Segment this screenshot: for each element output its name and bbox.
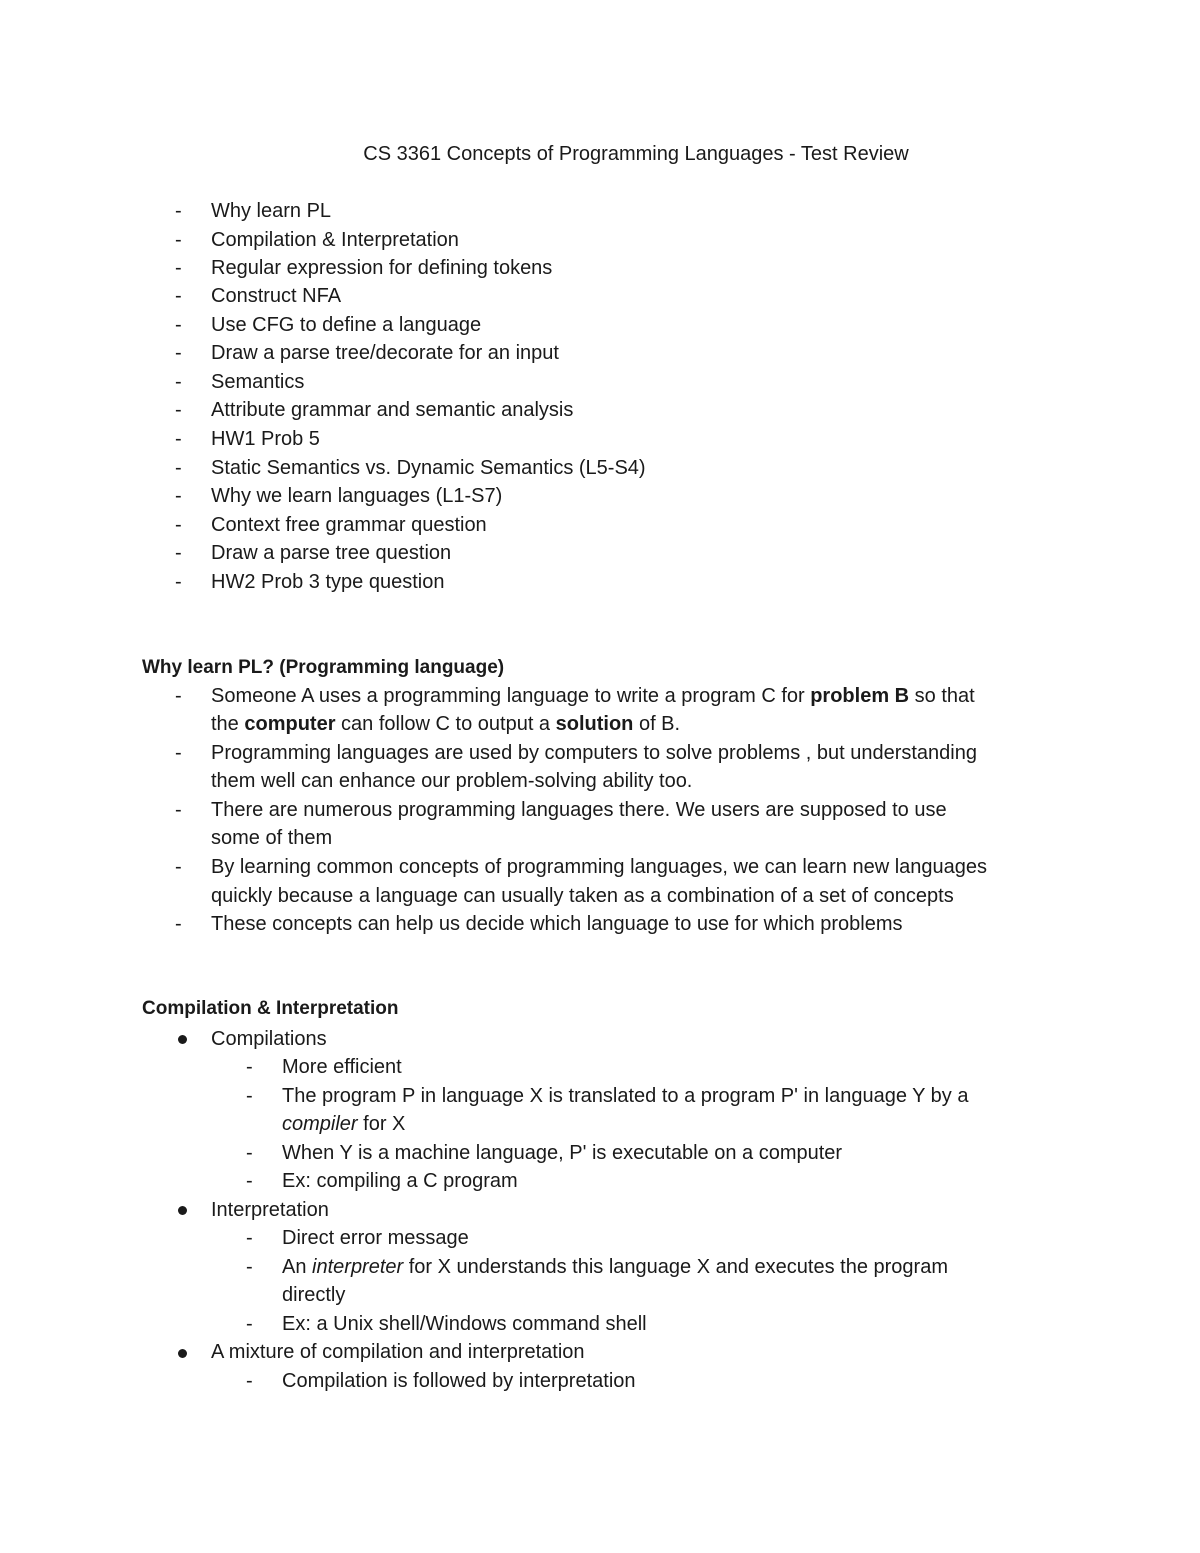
text-run: An	[282, 1256, 313, 1278]
bold-term: computer	[244, 713, 336, 735]
dash-marker: -	[175, 314, 182, 336]
list-item-line: some of them	[211, 827, 333, 849]
bold-term: problem B	[810, 685, 910, 707]
list-item: Draw a parse tree/decorate for an input	[211, 342, 559, 364]
list-item: Regular expression for defining tokens	[211, 257, 553, 279]
list-item: Attribute grammar and semantic analysis	[211, 399, 574, 421]
italic-term: compiler	[282, 1113, 358, 1135]
text-run: Someone A uses a programming language to write a program C for	[211, 685, 811, 707]
dash-marker: -	[175, 342, 182, 364]
list-item: Compilations	[211, 1028, 327, 1050]
dash-marker: -	[175, 571, 182, 593]
list-item: Why learn PL	[211, 200, 332, 222]
list-item: HW1 Prob 5	[211, 428, 320, 450]
dash-marker: -	[175, 856, 182, 878]
list-item-line	[211, 683, 975, 709]
dash-marker: -	[246, 1085, 253, 1107]
sub-list-item: Compilation is followed by interpretation	[282, 1370, 636, 1392]
list-item: Construct NFA	[211, 285, 342, 307]
list-item: Compilation & Interpretation	[211, 229, 459, 251]
sub-list-item: When Y is a machine language, P' is executable on a computer	[282, 1142, 843, 1164]
bullet-marker	[178, 1349, 187, 1358]
list-item: Draw a parse tree question	[211, 542, 452, 564]
bullet-marker	[178, 1206, 187, 1215]
section-heading-why-learn: Why learn PL? (Programming language)	[142, 657, 505, 678]
dash-marker: -	[246, 1142, 253, 1164]
sub-list-item	[282, 1254, 948, 1280]
dash-marker: -	[175, 742, 182, 764]
dash-marker: -	[175, 257, 182, 279]
text-run: the	[211, 713, 245, 735]
list-item-line: them well can enhance our problem-solving ability too.	[211, 770, 693, 792]
list-item-line: Programming languages are used by computers to solve problems , but understanding	[211, 742, 977, 764]
dash-marker: -	[246, 1170, 253, 1192]
text-run: can follow C to output a	[335, 713, 556, 735]
text-run: for X understands this language X and executes the program	[403, 1256, 948, 1278]
dash-marker: -	[175, 371, 182, 393]
list-item: Context free grammar question	[211, 514, 487, 536]
text-run: for X	[357, 1113, 406, 1135]
sub-list-item-line: directly	[282, 1284, 346, 1306]
dash-marker: -	[246, 1256, 253, 1278]
dash-marker: -	[175, 542, 182, 564]
dash-marker: -	[175, 799, 182, 821]
dash-marker: -	[246, 1056, 253, 1078]
list-item: Use CFG to define a language	[211, 314, 482, 336]
list-item: A mixture of compilation and interpretation	[211, 1341, 585, 1363]
list-item-line: quickly because a language can usually taken as a combination of a set of concepts	[211, 885, 954, 907]
dash-marker: -	[175, 229, 182, 251]
list-item-line: There are numerous programming languages there. We users are supposed to use	[211, 799, 947, 821]
sub-list-item: Direct error message	[282, 1227, 469, 1249]
dash-marker: -	[175, 428, 182, 450]
sub-list-item: More efficient	[282, 1056, 402, 1078]
list-item: Interpretation	[211, 1199, 329, 1221]
dash-marker: -	[246, 1227, 253, 1249]
sub-list-item: Ex: a Unix shell/Windows command shell	[282, 1313, 647, 1335]
list-item: HW2 Prob 3 type question	[211, 571, 445, 593]
dash-marker: -	[175, 285, 182, 307]
list-item: Semantics	[211, 371, 305, 393]
section-heading-compilation: Compilation & Interpretation	[142, 998, 399, 1019]
bullet-marker	[178, 1035, 187, 1044]
sub-list-item: Ex: compiling a C program	[282, 1170, 518, 1192]
text-run: so that	[909, 685, 975, 707]
text-run: of B.	[633, 713, 681, 735]
bold-term: solution	[555, 713, 634, 735]
list-item-line	[211, 711, 680, 737]
sub-list-item: The program P in language X is translated to a program P' in language Y by a	[282, 1085, 969, 1107]
document-title: CS 3361 Concepts of Programming Languages - Test Review	[363, 143, 909, 165]
list-item: Why we learn languages (L1-S7)	[211, 485, 503, 507]
dash-marker: -	[175, 685, 182, 707]
list-item: Static Semantics vs. Dynamic Semantics (L5-S4)	[211, 457, 646, 479]
dash-marker: -	[175, 485, 182, 507]
sub-list-item-line	[282, 1111, 405, 1137]
list-item-line: These concepts can help us decide which language to use for which problems	[211, 913, 903, 935]
dash-marker: -	[175, 913, 182, 935]
list-item-line: By learning common concepts of programming languages, we can learn new languages	[211, 856, 988, 878]
dash-marker: -	[175, 200, 182, 222]
dash-marker: -	[246, 1313, 253, 1335]
italic-term: interpreter	[312, 1256, 404, 1278]
dash-marker: -	[246, 1370, 253, 1392]
dash-marker: -	[175, 399, 182, 421]
dash-marker: -	[175, 457, 182, 479]
dash-marker: -	[175, 514, 182, 536]
